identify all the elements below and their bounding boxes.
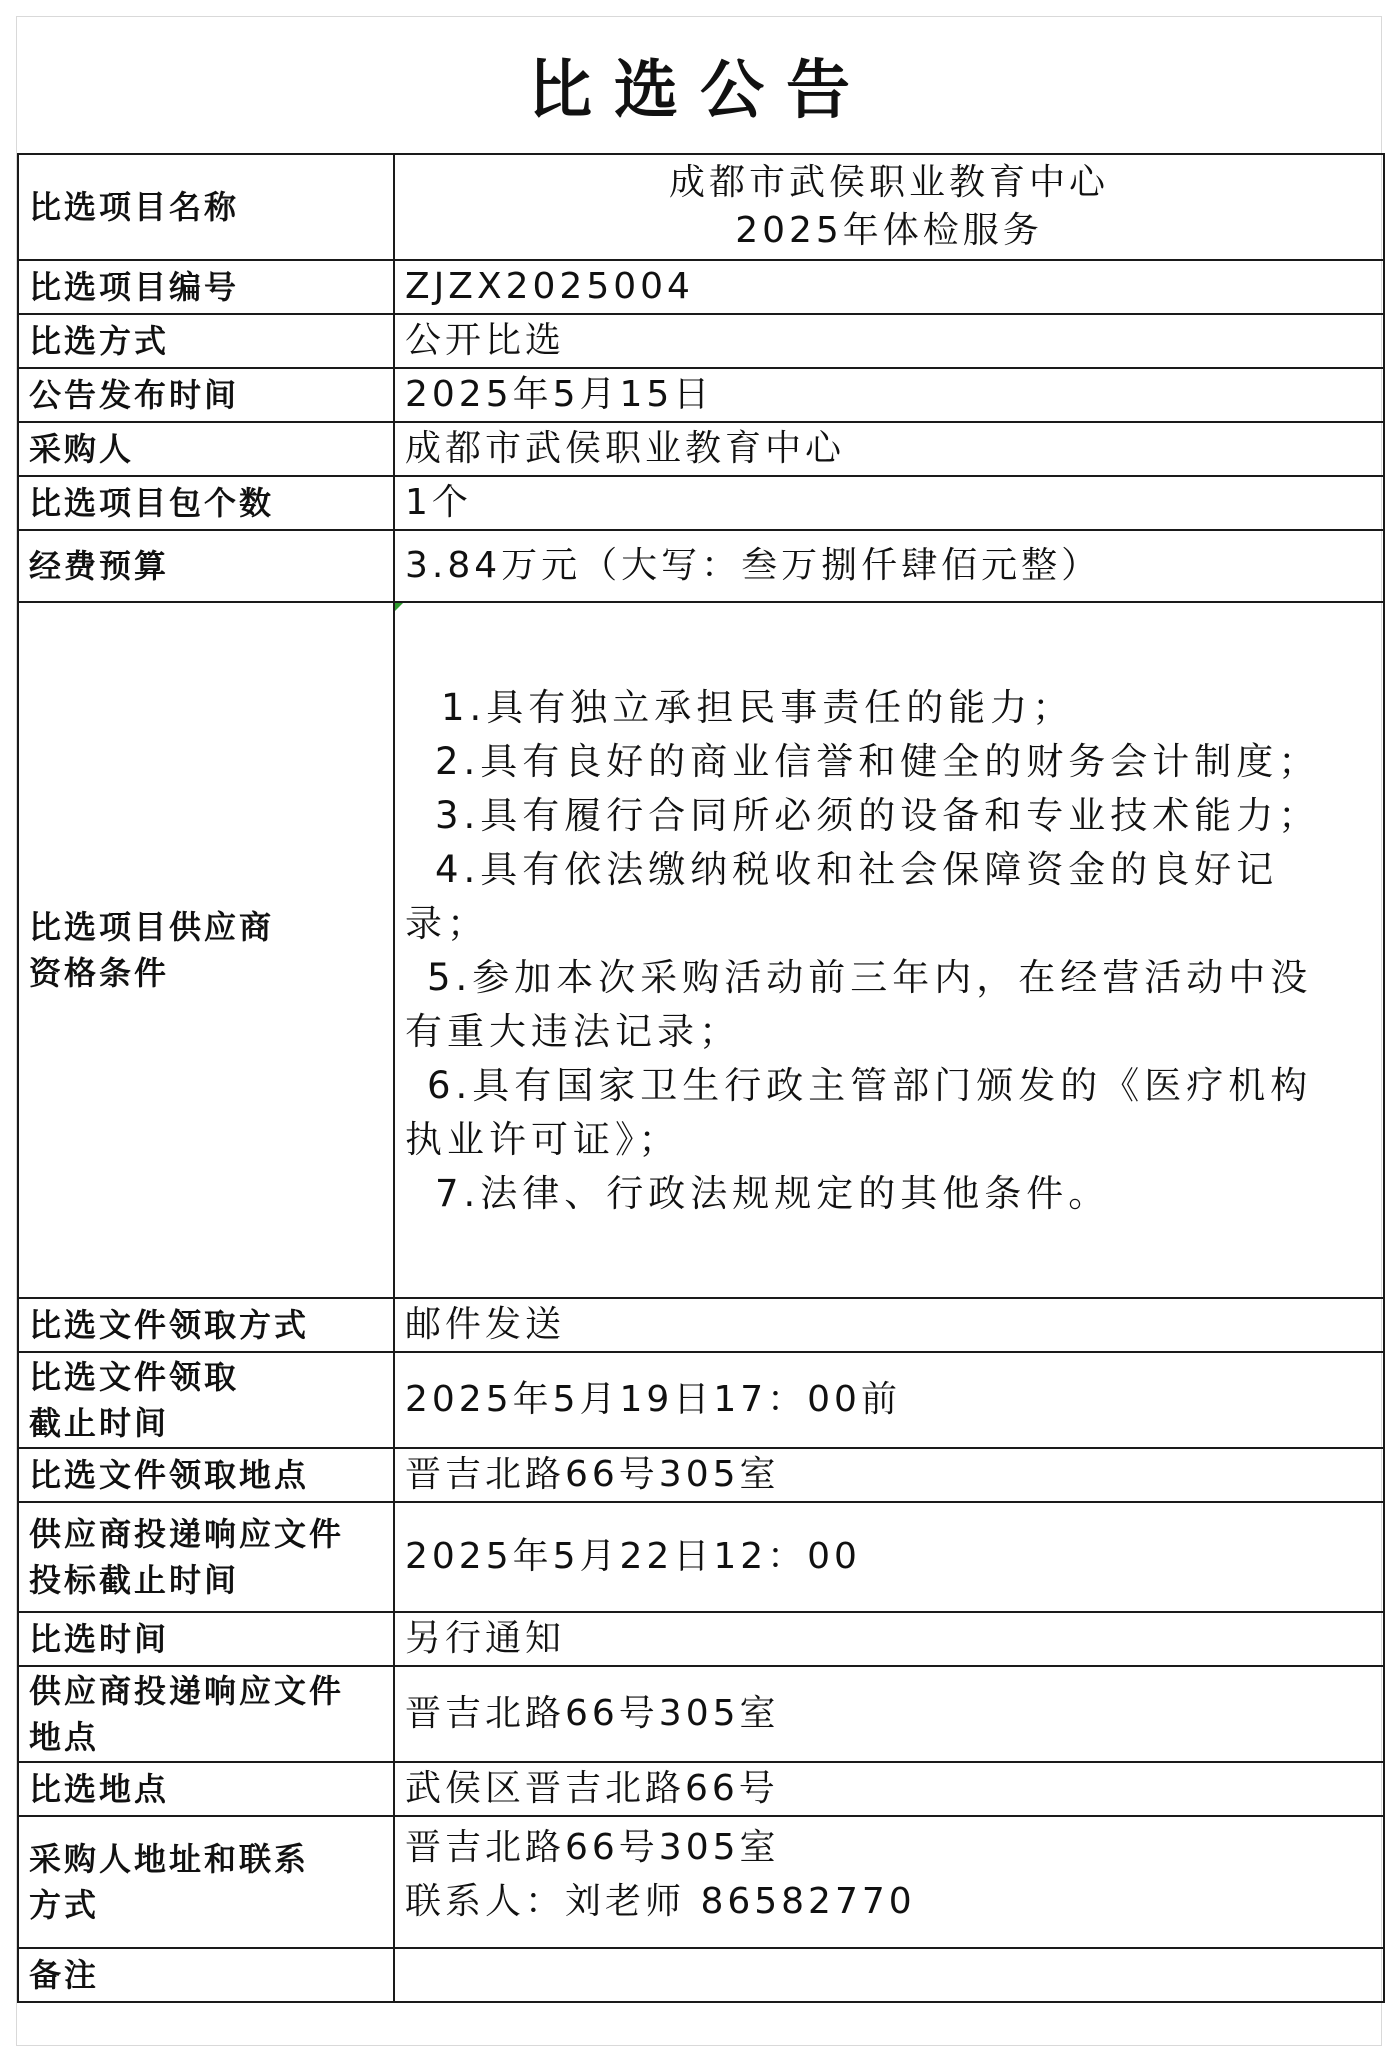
value-doc-deadline: 2025年5月19日17：00前 [394, 1352, 1384, 1448]
value-qualifications [394, 602, 1384, 1298]
qualification-item-cont: 有重大违法记录； [405, 1010, 741, 1053]
value-publish-time: 2025年5月15日 [394, 368, 1384, 422]
table-row [18, 1666, 1384, 1762]
value-selection-time: 另行通知 [394, 1612, 1384, 1666]
table-row [18, 1612, 1384, 1666]
qualification-item: 6.具有国家卫生行政主管部门颁发的《医疗机构 [427, 1064, 1313, 1107]
label-project-number: 比选项目编号 [18, 260, 394, 314]
bid-location-label-line-1: 供应商投递响应文件 [29, 1672, 345, 1710]
bid-deadline-label-line-1: 供应商投递响应文件 [29, 1515, 345, 1553]
project-name-line-1: 成都市武侯职业教育中心 [668, 162, 1109, 203]
contact-label-line-2: 方式 [29, 1886, 100, 1924]
value-bid-location: 晋吉北路66号305室 [394, 1666, 1384, 1762]
contact-address: 晋吉北路66号305室 [405, 1827, 780, 1868]
label-remarks: 备注 [18, 1948, 394, 2002]
doc-deadline-label-line-1: 比选文件领取 [29, 1358, 240, 1396]
doc-deadline-label-line-2: 截止时间 [29, 1404, 170, 1442]
table-row [18, 368, 1384, 422]
table-row [18, 530, 1384, 602]
announcement-sheet [16, 16, 1382, 2046]
label-purchaser: 采购人 [18, 422, 394, 476]
value-method: 公开比选 [394, 314, 1384, 368]
value-budget: 3.84万元（大写：叁万捌仟肆佰元整） [394, 530, 1384, 602]
value-selection-location: 武侯区晋吉北路66号 [394, 1762, 1384, 1816]
qualification-item: 1.具有独立承担民事责任的能力； [441, 686, 1075, 729]
table-row [18, 1762, 1384, 1816]
table-row [18, 1298, 1384, 1352]
label-doc-location: 比选文件领取地点 [18, 1448, 394, 1502]
page-title: 比选公告 [528, 54, 872, 128]
label-package-count: 比选项目包个数 [18, 476, 394, 530]
table-row [18, 1948, 1384, 2002]
label-doc-deadline [18, 1352, 394, 1448]
value-doc-location: 晋吉北路66号305室 [394, 1448, 1384, 1502]
qualification-item: 7.法律、行政法规规定的其他条件。 [435, 1172, 1111, 1215]
label-selection-time: 比选时间 [18, 1612, 394, 1666]
label-budget: 经费预算 [18, 530, 394, 602]
table-row [18, 1502, 1384, 1612]
table-row [18, 314, 1384, 368]
project-name-line-2: 2025年体检服务 [735, 210, 1043, 251]
table-row [18, 1352, 1384, 1448]
value-project-name [394, 154, 1384, 260]
qualification-item-cont: 执业许可证》； [405, 1118, 681, 1161]
contact-person: 联系人：刘老师 86582770 [405, 1881, 916, 1922]
label-bid-deadline [18, 1502, 394, 1612]
label-bid-location [18, 1666, 394, 1762]
table-row [18, 154, 1384, 260]
qualification-item: 2.具有良好的商业信誉和健全的财务会计制度； [435, 740, 1321, 783]
qualifications-label-line-2: 资格条件 [29, 954, 170, 992]
value-doc-method: 邮件发送 [394, 1298, 1384, 1352]
table-row [18, 260, 1384, 314]
value-bid-deadline: 2025年5月22日12：00 [394, 1502, 1384, 1612]
table-row [18, 422, 1384, 476]
table-row [18, 1816, 1384, 1948]
label-contact [18, 1816, 394, 1948]
value-project-number: ZJZX2025004 [394, 260, 1384, 314]
contact-label-line-1: 采购人地址和联系 [29, 1840, 310, 1878]
label-doc-method: 比选文件领取方式 [18, 1298, 394, 1352]
cell-comment-marker [395, 603, 403, 611]
value-package-count: 1个 [394, 476, 1384, 530]
bid-location-label-line-2: 地点 [29, 1718, 100, 1756]
label-selection-location: 比选地点 [18, 1762, 394, 1816]
qualification-item: 5.参加本次采购活动前三年内，在经营活动中没 [427, 956, 1313, 999]
value-remarks [394, 1948, 1384, 2002]
qualification-item-cont: 录； [405, 902, 489, 945]
table-row [18, 476, 1384, 530]
label-project-name: 比选项目名称 [18, 154, 394, 260]
qualification-item: 3.具有履行合同所必须的设备和专业技术能力； [435, 794, 1321, 837]
label-publish-time: 公告发布时间 [18, 368, 394, 422]
label-qualifications [18, 602, 394, 1298]
table-row [18, 602, 1384, 1298]
qualifications-label-line-1: 比选项目供应商 [29, 908, 275, 946]
bid-deadline-label-line-2: 投标截止时间 [29, 1561, 240, 1599]
label-method: 比选方式 [18, 314, 394, 368]
value-contact [394, 1816, 1384, 1948]
qualification-item: 4.具有依法缴纳税收和社会保障资金的良好记 [435, 848, 1279, 891]
table-row [18, 1448, 1384, 1502]
value-purchaser: 成都市武侯职业教育中心 [394, 422, 1384, 476]
announcement-table [17, 153, 1385, 2003]
